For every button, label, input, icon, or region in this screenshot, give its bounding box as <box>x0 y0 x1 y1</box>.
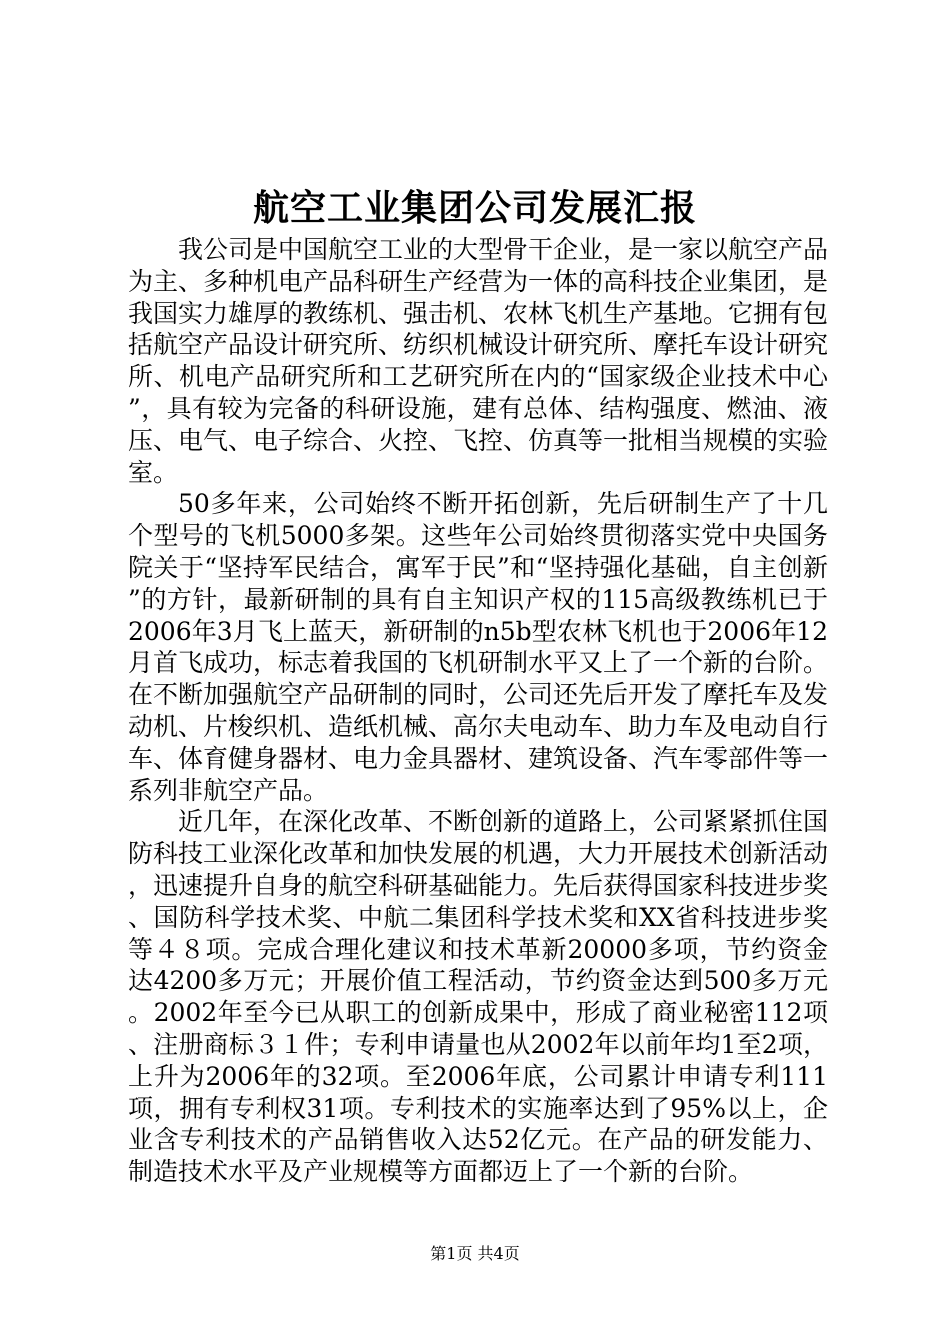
paragraph-2: 50多年来，公司始终不断开拓创新，先后研制生产了十几个型号的飞机5000多架。这些年公司始终贯彻落实党中央国务院关于“坚持军民结合，寓军于民”和“坚持强化基础，自主创新”的方针，最新研制的具有自主知识产权的115高级教练机已于2006年3月飞上蓝天，新研制的n5b型农林飞机也于2006年12月首飞成功，标志着我国的飞机研制水平又上了一个新的台阶。在不断加强航空产品研制的同时，公司还先后开发了摩托车及发动机、片梭织机、造纸机械、高尔夫电动车、助力车及电动自行车、体育健身器材、电力金具器材、建筑设备、汽车零部件等一系列非航空产品。 <box>128 489 829 805</box>
document-body <box>128 234 828 1188</box>
paragraph-3: 近几年，在深化改革、不断创新的道路上，公司紧紧抓住国防科技工业深化改革和加快发展的机遇，大力开展技术创新活动，迅速提升自身的航空科研基础能力。先后获得国家科技进步奖、国防科学技术奖、中航二集团科学技术奖和XX省科技进步奖等４８项。完成合理化建议和技术革新20000多项，节约资金达4200多万元；开展价值工程活动，节约资金达到500多万元。2002年至今已从职工的创新成果中，形成了商业秘密112项、注册商标３１件；专利申请量也从2002年以前年均1至2项，上升为2006年的32项。至2006年底，公司累计申请专利111项，拥有专利权31项。专利技术的实施率达到了95%以上，企业含专利技术的产品销售收入达52亿元。在产品的研发能力、制造技术水平及产业规模等方面都迈上了一个新的台阶。 <box>128 807 829 1187</box>
paragraph-1: 我公司是中国航空工业的大型骨干企业，是一家以航空产品为主、多种机电产品科研生产经营为一体的高科技企业集团，是我国实力雄厚的教练机、强击机、农林飞机生产基地。它拥有包括航空产品设计研究所、纺织机械设计研究所、摩托车设计研究所、机电产品研究所和工艺研究所在内的“国家级企业技术中心”，具有较为完备的科研设施，建有总体、结构强度、燃油、液压、电气、电子综合、火控、飞控、仿真等一批相当规模的实验室。 <box>128 235 829 487</box>
document-title: 航空工业集团公司发展汇报 <box>252 187 697 229</box>
page-number-footer: 第1页 共4页 <box>430 1244 520 1263</box>
